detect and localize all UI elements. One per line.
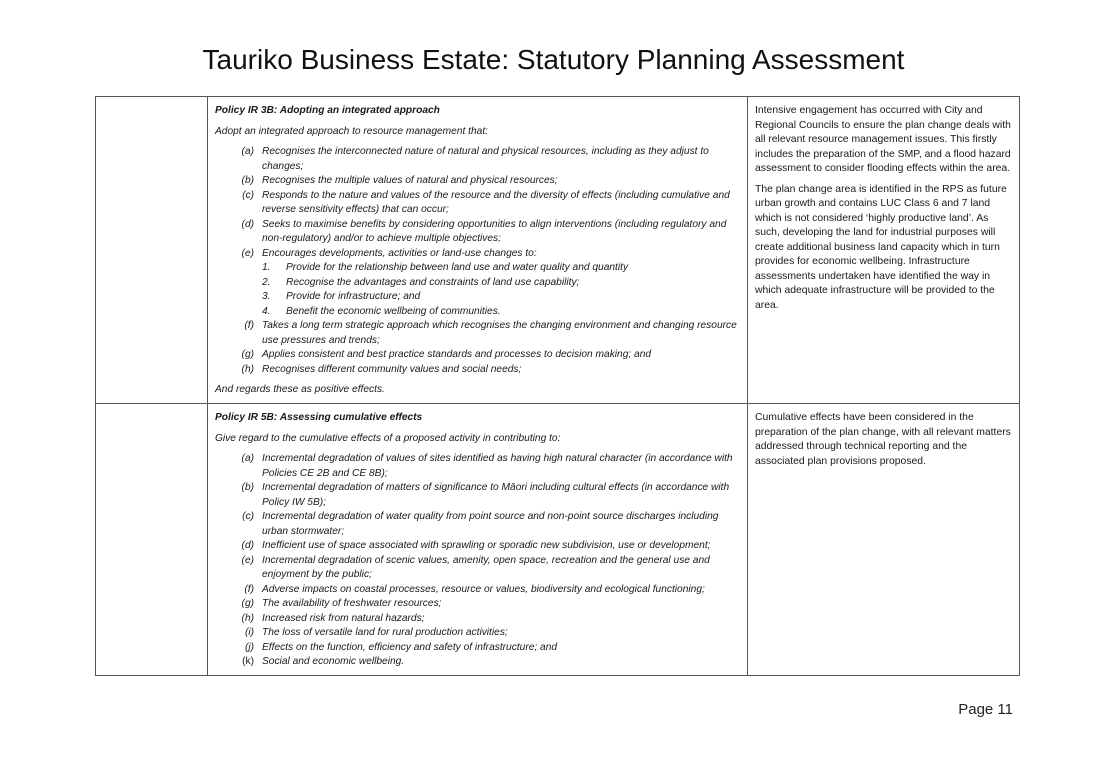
comment-paragraph: The plan change area is identified in the RPS as future urban growth and contains LUC Class 6 and 7 land which is not considered ‘highly productive land’. As such, developing the land for industrial purposes will create additional business land capacity which in turn provides for economic wellbeing. Infrastructure assessments undertaken have identified the way in which adequate infrastructure will be provided to the area. bbox=[755, 183, 1007, 311]
list-item: (e) Incremental degradation of scenic values, amenity, open space, recreation and the general use and enjoyment by the public; bbox=[241, 554, 710, 580]
table-row-policy-ir-3b bbox=[96, 97, 1020, 404]
policy-cell bbox=[208, 404, 748, 676]
assessment-table bbox=[95, 96, 1020, 676]
policy-cell bbox=[208, 97, 748, 404]
list-item: (c) Incremental degradation of water quality from point source and non-point source discharges including urban stormwater; bbox=[242, 511, 719, 537]
comment-paragraph: Intensive engagement has occurred with City and Regional Councils to ensure the plan change deals with all relevant resource management issues. This firstly includes the preparation of the SMP, and a flood hazard assessment to consider flooding effects within the area. bbox=[755, 105, 1011, 174]
list-item: (d) Inefficient use of space associated with sprawling or sporadic new subdivision, use or development; bbox=[241, 540, 711, 551]
list-item: (g) Applies consistent and best practice standards and processes to decision making; and bbox=[241, 349, 652, 360]
list-item: (h) Increased risk from natural hazards; bbox=[241, 612, 425, 624]
list-item: (f) Takes a long term strategic approach which recognises the changing environment and changing resource use pressures and trends; bbox=[244, 320, 737, 346]
list-item: (g) The availability of freshwater resources; bbox=[241, 598, 442, 609]
policy-intro: Adopt an integrated approach to resource management that: bbox=[215, 125, 488, 137]
list-item: (b) Incremental degradation of matters of significance to Māori including cultural effects (in accordance with Policy IW 5B); bbox=[241, 482, 730, 508]
list-item: (e) Encourages developments, activities or land-use changes to: bbox=[241, 247, 537, 259]
sub-list-item: 2. Recognise the advantages and constraints of land use capability; bbox=[262, 276, 580, 288]
list-item: (d) Seeks to maximise benefits by considering opportunities to align interventions (including regulatory and non-regulatory) and/or to achieve multiple objectives; bbox=[241, 218, 727, 244]
sub-list-item: 4. Benefit the economic wellbeing of communities. bbox=[262, 305, 501, 317]
policy-closing: And regards these as positive effects. bbox=[215, 384, 385, 395]
policy-title: Policy IR 5B: Assessing cumulative effects bbox=[215, 412, 423, 423]
comment-paragraph: Cumulative effects have been considered in the preparation of the plan change, with all relevant matters addressed through technical reporting and the associated plan provisions proposed. bbox=[755, 412, 1011, 467]
policy-title: Policy IR 3B: Adopting an integrated approach bbox=[215, 105, 440, 116]
list-item: (h) Recognises different community values and social needs; bbox=[241, 363, 522, 375]
list-item: (c) Responds to the nature and values of the resource and the diversity of effects (including cumulative and reverse sensitivity effects) that can occur; bbox=[242, 189, 730, 215]
list-item: (k) Social and economic wellbeing. bbox=[242, 656, 405, 667]
list-item: (f) Adverse impacts on coastal processes, resource or values, biodiversity and ecological functioning; bbox=[244, 583, 705, 595]
comment-cell bbox=[748, 404, 1020, 676]
list-item: (j) Effects on the function, efficiency and safety of infrastructure; and bbox=[244, 641, 558, 653]
sub-list-item: 3. Provide for infrastructure; and bbox=[262, 291, 421, 302]
sub-list-item: 1. Provide for the relationship between land use and water quality and quantity bbox=[262, 262, 629, 273]
list-item: (i) The loss of versatile land for rural production activities; bbox=[244, 627, 508, 638]
list-item: (a) Recognises the interconnected nature of natural and physical resources, including as they adjust to changes; bbox=[241, 146, 709, 172]
table-row-policy-ir-5b bbox=[96, 404, 1020, 676]
page-title: Tauriko Business Estate: Statutory Planning Assessment bbox=[202, 44, 905, 75]
comment-cell bbox=[748, 97, 1020, 404]
list-item: (b) Recognises the multiple values of natural and physical resources; bbox=[241, 175, 558, 186]
list-item: (a) Incremental degradation of values of sites identified as having high natural character (in accordance with Policies CE 2B and CE 8B); bbox=[241, 453, 733, 479]
page-number: Page 11 bbox=[958, 701, 1013, 718]
empty-cell bbox=[96, 97, 208, 404]
policy-intro: Give regard to the cumulative effects of a proposed activity in contributing to: bbox=[215, 432, 561, 444]
empty-cell bbox=[96, 404, 208, 676]
